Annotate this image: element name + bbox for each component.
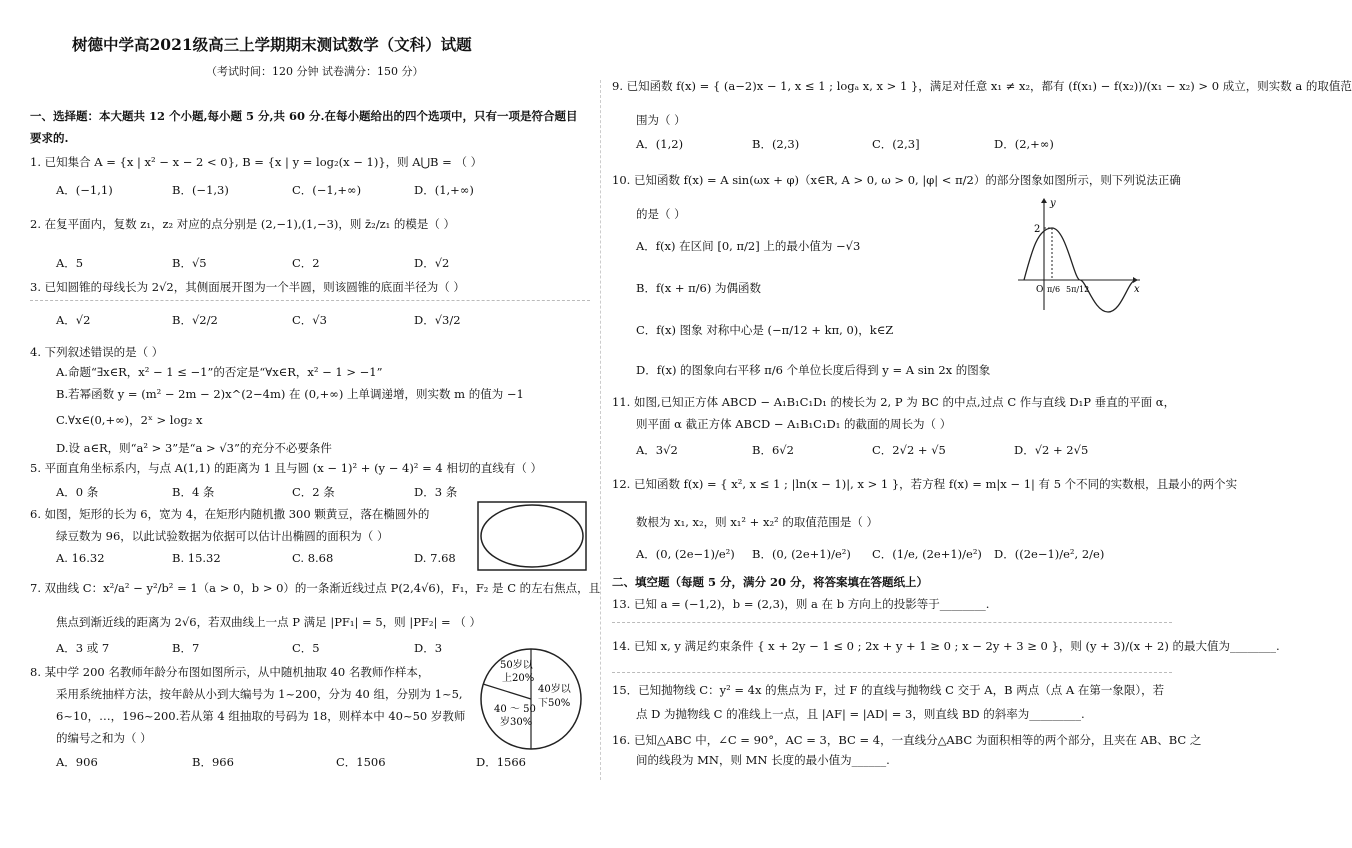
q16-stem: 16. 已知△ABC 中，∠C = 90°，AC = 3，BC = 4，一直线分△ABC 为面积相等的两个部分，且夹在 AB、BC 之 [612, 733, 1202, 747]
q9-option-b: B．(2,3) [752, 137, 800, 151]
q3-option-d: D．√3/2 [414, 313, 461, 327]
origin-label: O [1036, 285, 1044, 295]
q5-option-d: D．3 条 [414, 485, 458, 499]
q11-option-b: B．6√2 [752, 443, 794, 457]
q3-option-c: C．√3 [292, 313, 327, 327]
divider [612, 622, 1172, 623]
pie-label: 50岁以 [500, 660, 533, 671]
q7-option-d: D．3 [414, 641, 443, 655]
q2-option-d: D．√2 [414, 256, 450, 270]
q10-stem: 10. 已知函数 f(x) = A sin(ωx + φ)（x∈R, A > 0, ω > 0, |φ| < π/2）的部分图象如图所示，则下列说法正确 [612, 173, 1181, 187]
q5-option-a: A．0 条 [56, 485, 99, 499]
x-axis-label: x [1134, 284, 1140, 295]
q4-option-c: C.∀x∈(0,+∞)，2ˣ > log₂ x [56, 413, 203, 427]
q3-option-b: B．√2/2 [172, 313, 218, 327]
q10-option-d: D．f(x) 的图象向右平移 π/6 个单位长度后得到 y = A sin 2x 的图象 [636, 363, 991, 377]
pie-label: 上20% [502, 673, 535, 684]
q9-option-d: D．(2,+∞) [994, 137, 1054, 151]
q15-stem: 15．已知抛物线 C：y² = 4x 的焦点为 F，过 F 的直线与抛物线 C 交于 A，B 两点（点 A 在第一象限），若 [612, 683, 1165, 697]
q8-stem-cont2: 6~10，…，196~200.若从第 4 组抽取的号码为 18，则样本中 40~50 岁教师 [56, 709, 466, 723]
q6-option-a: A. 16.32 [56, 551, 105, 565]
column-divider [600, 80, 601, 780]
q8-option-d: D．1566 [476, 755, 526, 769]
q8-option-a: A．906 [56, 755, 98, 769]
q12-stem: 12. 已知函数 f(x) = { x², x ≤ 1 ; |ln(x − 1)|, x > 1 }，若方程 f(x) = m|x − 1| 有 5 个不同的实数根，且最小的两个实 [612, 477, 1238, 491]
divider [30, 300, 590, 301]
page-title: 树德中学高2021级高三上学期期末测试数学（文科）试题 [72, 35, 472, 54]
sine-graph-figure [1014, 194, 1144, 316]
q11-option-a: A．3√2 [636, 443, 678, 457]
q10-stem-cont: 的是（ ） [636, 207, 686, 221]
q12-option-c: C．(1/e, (2e+1)/e²) [872, 547, 982, 561]
q6-option-c: C. 8.68 [292, 551, 334, 565]
pie-label: 40岁以 [538, 684, 571, 695]
q1-option-c: C．(−1,+∞) [292, 183, 362, 197]
q11-stem-cont: 则平面 α 截正方体 ABCD − A₁B₁C₁D₁ 的截面的周长为（ ） [636, 417, 952, 431]
q6-option-b: B. 15.32 [172, 551, 221, 565]
q8-stem-cont3: 的编号之和为（ ） [56, 731, 152, 745]
q3-stem: 3. 已知圆锥的母线长为 2√2，其侧面展开图为一个半圆，则该圆锥的底面半径为（ ） [30, 280, 465, 294]
rectangle-ellipse-figure [476, 500, 588, 572]
q5-option-c: C．2 条 [292, 485, 335, 499]
q11-option-d: D．√2 + 2√5 [1014, 443, 1089, 457]
q9-option-c: C．(2,3] [872, 137, 920, 151]
q10-option-b: B．f(x + π/6) 为偶函数 [636, 281, 762, 295]
q6-stem-cont: 绿豆数为 96，以此试验数据为依据可以估计出椭圆的面积为（ ） [56, 529, 389, 543]
q12-option-a: A．(0, (2e−1)/e²) [636, 547, 735, 561]
q14-stem: 14. 已知 x, y 满足约束条件 { x + 2y − 1 ≤ 0 ; 2x + y + 1 ≥ 0 ; x − 2y + 3 ≥ 0 }，则 (y + 3)/(x + 2) 的最大值为________. [612, 639, 1280, 653]
q2-option-b: B．√5 [172, 256, 207, 270]
q7-stem-cont: 焦点到渐近线的距离为 2√6，若双曲线上一点 P 满足 |PF₁| = 5，则 |PF₂| = （ ） [56, 615, 481, 629]
divider [612, 672, 1172, 673]
q16-stem-cont: 间的线段为 MN，则 MN 长度的最小值为______. [636, 753, 890, 767]
pie-label: 下50% [538, 698, 571, 709]
q5-option-b: B．4 条 [172, 485, 215, 499]
q4-option-d: D.设 a∈R，则“a² > 3”是“a > √3”的充分不必要条件 [56, 441, 332, 455]
section1-heading: 一、选择题：本大题共 12 个小题,每小题 5 分,共 60 分.在每小题给出的四个选项中，只有一项是符合题目 [30, 109, 578, 123]
q9-stem-cont: 围为（ ） [636, 113, 686, 127]
q2-option-a: A．5 [56, 256, 84, 270]
q11-stem: 11. 如图,已知正方体 ABCD − A₁B₁C₁D₁ 的棱长为 2, P 为 BC 的中点,过点 C 作与直线 D₁P 垂直的平面 α， [612, 395, 1176, 409]
q6-option-d: D. 7.68 [414, 551, 456, 565]
sine-curve [1024, 228, 1136, 312]
q13-stem: 13. 已知 a = (−1,2)，b = (2,3)，则 a 在 b 方向上的投影等于________. [612, 597, 990, 611]
q10-option-a: A．f(x) 在区间 [0, π/2] 上的最小值为 −√3 [636, 239, 861, 253]
q4-option-b: B.若幂函数 y = (m² − 2m − 2)x^(2−4m) 在 (0,+∞) 上单调递增，则实数 m 的值为 −1 [56, 387, 524, 401]
q2-stem: 2. 在复平面内，复数 z₁，z₂ 对应的点分别是 (2,−1),(1,−3)，则 z̄₂/z₁ 的模是（ ） [30, 217, 456, 231]
q12-option-d: D．((2e−1)/e², 2/e) [994, 547, 1105, 561]
pie-divider [483, 684, 531, 699]
q12-stem-cont: 数根为 x₁, x₂，则 x₁² + x₂² 的取值范围是（ ） [636, 515, 878, 529]
pie-label: 岁30% [500, 717, 533, 728]
ellipse-shape [481, 505, 583, 567]
section2-heading: 二、填空题（每题 5 分，满分 20 分，将答案填在答题纸上） [612, 575, 929, 589]
q1-option-a: A．(−1,1) [56, 183, 113, 197]
q4-stem: 4. 下列叙述错误的是（ ） [30, 345, 164, 359]
q8-option-b: B．966 [192, 755, 234, 769]
q15-stem-cont: 点 D 为抛物线 C 的准线上一点，且 |AF| = |AD| = 3，则直线 BD 的斜率为_________. [636, 707, 1085, 721]
q6-stem: 6. 如图，矩形的长为 6，宽为 4，在矩形内随机撒 300 颗黄豆，落在椭圆外的 [30, 507, 430, 521]
y-tick-label: 2 [1034, 224, 1041, 235]
x-tick-label: π/6 [1047, 285, 1061, 294]
q9-stem: 9. 已知函数 f(x) = { (a−2)x − 1, x ≤ 1 ; logₐ x, x > 1 }，满足对任意 x₁ ≠ x₂，都有 (f(x₁) − f(x₂))/(x₁ − x₂) > 0 成立，则实数 a 的取值范 [612, 79, 1352, 93]
q7-option-a: A．3 或 7 [56, 641, 110, 655]
y-axis-label: y [1050, 198, 1056, 209]
exam-info: （考试时间：120 分钟 试卷满分：150 分） [206, 65, 424, 78]
q10-option-c: C．f(x) 图象 对称中心是 (−π/12 + kπ, 0)，k∈Z [636, 323, 894, 337]
y-axis-arrow-icon [1041, 198, 1047, 203]
q9-option-a: A．(1,2) [636, 137, 684, 151]
q5-stem: 5. 平面直角坐标系内，与点 A(1,1) 的距离为 1 且与圆 (x − 1)² + (y − 4)² = 4 相切的直线有（ ） [30, 461, 542, 475]
q12-option-b: B．(0, (2e+1)/e²) [752, 547, 851, 561]
section1-heading-cont: 要求的. [30, 131, 69, 145]
q7-stem: 7. 双曲线 C：x²/a² − y²/b² = 1（a > 0，b > 0）的一条渐近线过点 P(2,4√6)，F₁，F₂ 是 C 的左右焦点，且 [30, 581, 601, 595]
q3-option-a: A．√2 [56, 313, 91, 327]
q7-option-b: B．7 [172, 641, 200, 655]
x-tick-label: 5π/12 [1066, 285, 1090, 294]
q8-option-c: C．1506 [336, 755, 386, 769]
q1-option-b: B．(−1,3) [172, 183, 229, 197]
q7-option-c: C．5 [292, 641, 320, 655]
q2-option-c: C．2 [292, 256, 320, 270]
q4-option-a: A.命题“∃x∈R，x² − 1 ≤ −1”的否定是“∀x∈R，x² − 1 > −1” [56, 365, 383, 379]
q8-stem-cont1: 采用系统抽样方法，按年龄从小到大编号为 1~200，分为 40 组，分别为 1~5, [56, 687, 463, 701]
age-pie-chart [478, 646, 584, 752]
q1-option-d: D．(1,+∞) [414, 183, 474, 197]
q8-stem: 8. 某中学 200 名教师年龄分布图如图所示，从中随机抽取 40 名教师作样本， [30, 665, 430, 679]
q1-stem: 1. 已知集合 A = {x | x² − x − 2 < 0}, B = {x | y = log₂(x − 1)}，则 A⋃B = （ ） [30, 155, 483, 169]
rectangle-shape [478, 502, 586, 570]
pie-label: 40 ～ 50 [494, 704, 536, 715]
q11-option-c: C．2√2 + √5 [872, 443, 946, 457]
